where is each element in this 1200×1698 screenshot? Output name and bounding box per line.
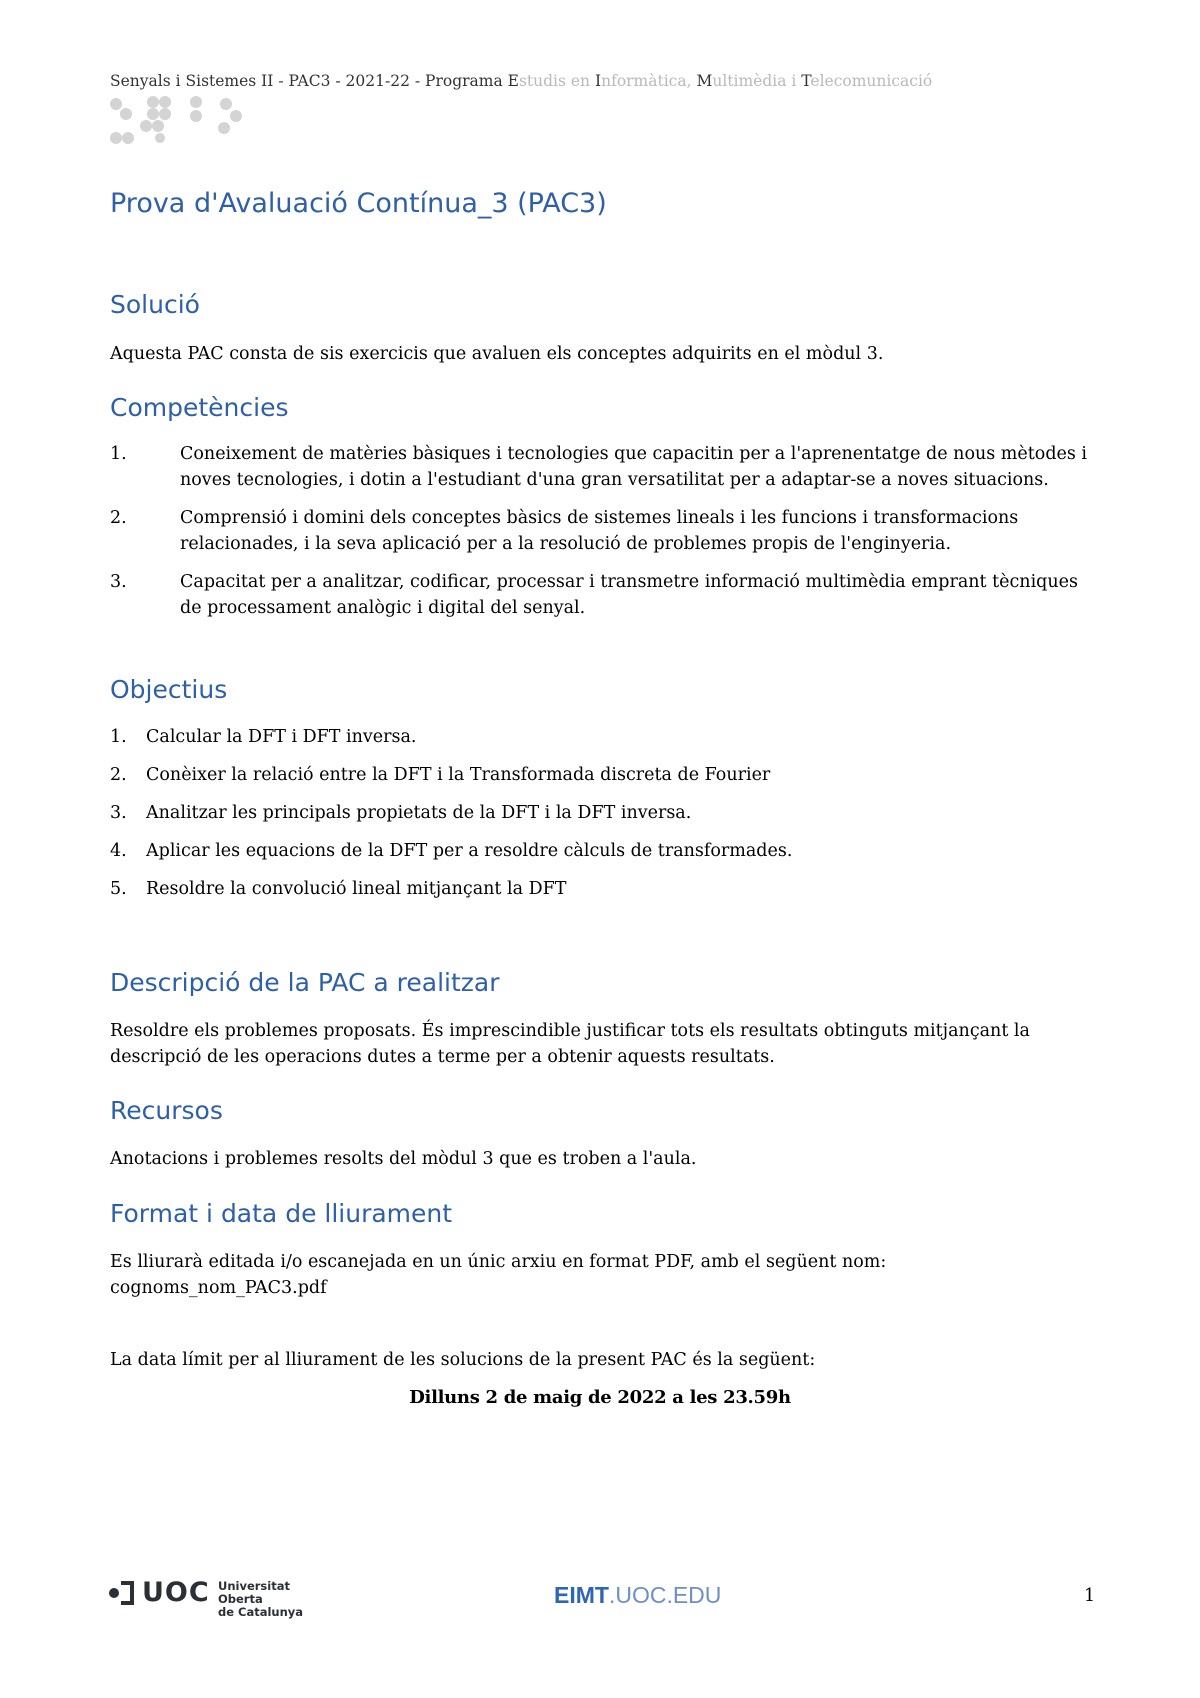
uoc-name-line2: de Catalunya: [218, 1605, 304, 1619]
uoc-name-line1: Universitat Oberta: [218, 1579, 290, 1606]
list-item-text: Comprensió i domini dels conceptes bàsics de sistemes lineals i les funcions i transformacions relacionades, i la seva aplicació per a la resolució de problemes propis de l'enginyeria.: [180, 508, 1019, 554]
descripcio-text: Resoldre els problemes proposats. És imprescindible justificar tots els resultats obtinguts mitjançant la descripció de les operacions dutes a terme per a obtenir aquests resultats.: [110, 1021, 1030, 1067]
heading-objectius: Objectius: [110, 675, 228, 704]
decorative-dots-logo: [108, 96, 248, 156]
list-number: 4.: [110, 841, 127, 861]
objectius-list: [110, 724, 1100, 914]
header-segment: nformàtica,: [601, 72, 697, 90]
eimt-bold: EIMT: [554, 1582, 609, 1608]
header-segment: elecomunicació: [810, 72, 933, 90]
list-item-text: Resoldre la convolució lineal mitjançant la DFT: [146, 879, 567, 899]
list-item: [110, 800, 1100, 826]
list-item-text: Capacitat per a analitzar, codificar, processar i transmetre informació multimèdia emprant tècniques de processament analògic i digital del senyal.: [180, 572, 1078, 618]
list-item-text: Coneixement de matèries bàsiques i tecnologies que capacitin per a l'aprenentatge de nous mètodes i noves tecnologies, i dotin a l'estudiant d'una gran versatilitat per a adaptar-se a noves situacions.: [180, 444, 1088, 490]
heading-competencies: Competències: [110, 393, 289, 422]
list-number: 2.: [110, 765, 127, 785]
eimt-logo: [554, 1582, 721, 1609]
list-item: [110, 876, 1100, 902]
header-segment: M: [696, 72, 713, 90]
uoc-mark-icon: [108, 1579, 136, 1607]
list-item: [110, 762, 1100, 788]
format-filename: cognoms_nom_PAC3.pdf: [110, 1278, 327, 1298]
list-item: [110, 569, 1100, 621]
uoc-fullname: [218, 1580, 338, 1619]
deadline-intro: La data límit per al lliurament de les solucions de la present PAC és la següent:: [110, 1350, 816, 1370]
header-segment: I: [594, 72, 602, 90]
page-title: Prova d'Avaluació Contínua_3 (PAC3): [110, 188, 607, 219]
list-item: [110, 441, 1100, 493]
eimt-domain: .UOC.EDU: [608, 1582, 722, 1608]
list-number: 1.: [110, 444, 127, 464]
running-header: [110, 72, 932, 90]
list-number: 2.: [110, 508, 127, 528]
competencies-list: [110, 441, 1100, 633]
list-item: [110, 724, 1100, 750]
uoc-wordmark: UOC: [142, 1577, 210, 1608]
solucio-text: Aquesta PAC consta de sis exercicis que avaluen els conceptes adquirits en el mòdul 3.: [110, 344, 884, 364]
list-number: 1.: [110, 727, 127, 747]
heading-format: Format i data de lliurament: [110, 1199, 453, 1228]
header-segment: T: [801, 72, 811, 90]
list-number: 3.: [110, 572, 127, 592]
list-item: [110, 838, 1100, 864]
page-number: 1: [1084, 1586, 1096, 1606]
list-item-text: Aplicar les equacions de la DFT per a resoldre càlculs de transformades.: [146, 841, 793, 861]
list-number: 3.: [110, 803, 127, 823]
header-segment: studis en: [518, 72, 595, 90]
header-segment: ultimèdia i: [712, 72, 802, 90]
list-item-text: Calcular la DFT i DFT inversa.: [146, 727, 417, 747]
format-text-line1: Es lliurarà editada i/o escanejada en un únic arxiu en format PDF, amb el següent nom:: [110, 1252, 887, 1272]
list-item-text: Analitzar les principals propietats de la DFT i la DFT inversa.: [146, 803, 692, 823]
heading-recursos: Recursos: [110, 1096, 223, 1125]
list-item-text: Conèixer la relació entre la DFT i la Transformada discreta de Fourier: [146, 765, 771, 785]
list-item: [110, 505, 1100, 557]
header-text: Senyals i Sistemes II - PAC3 - 2021-22 - Programa E: [110, 72, 519, 90]
heading-descripcio: Descripció de la PAC a realitzar: [110, 968, 500, 997]
recursos-text: Anotacions i problemes resolts del mòdul 3 que es troben a l'aula.: [110, 1149, 697, 1169]
uoc-logo: [108, 1577, 338, 1619]
list-number: 5.: [110, 879, 127, 899]
deadline-date: Dilluns 2 de maig de 2022 a les 23.59h: [409, 1387, 791, 1408]
heading-solucio: Solució: [110, 290, 200, 319]
